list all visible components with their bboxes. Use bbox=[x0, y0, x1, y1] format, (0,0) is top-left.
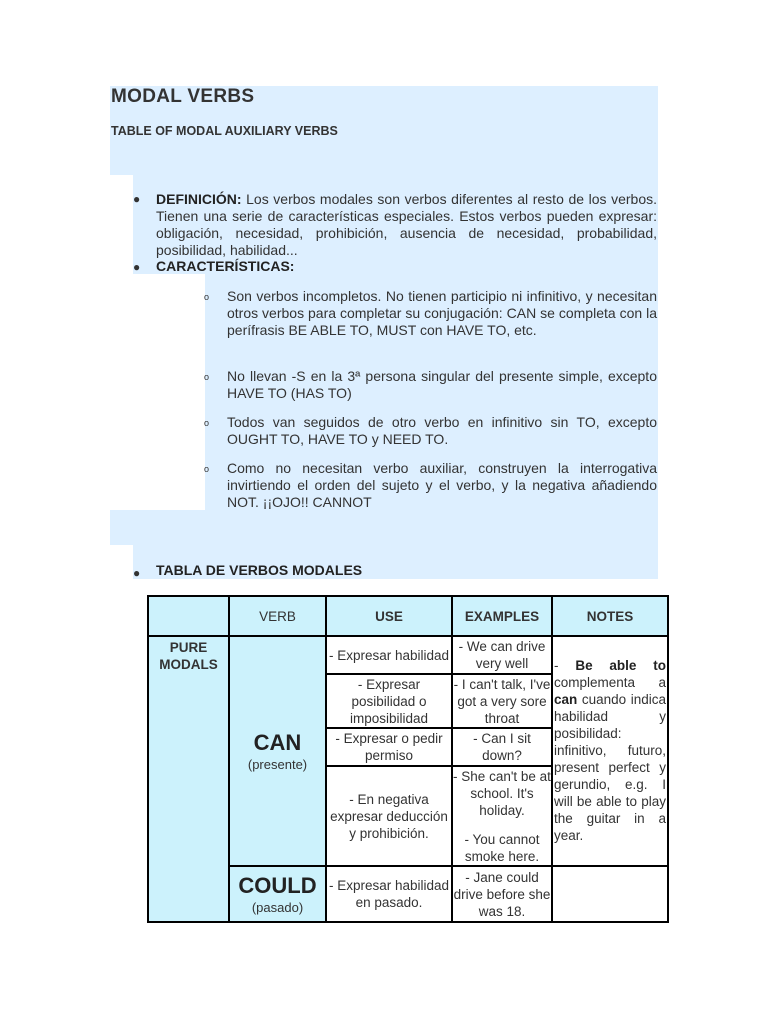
pure-modals-cell: PURE MODALS bbox=[148, 636, 229, 922]
use-cell: - Expresar habilidad bbox=[326, 636, 452, 674]
example-cell: - She can't be at school. It's holiday. - You cannot smoke here. bbox=[452, 766, 552, 866]
header-examples: EXAMPLES bbox=[452, 596, 552, 636]
definition-label: DEFINICIÓN: bbox=[156, 191, 242, 207]
characteristics-label: CARACTERÍSTICAS: bbox=[156, 258, 295, 274]
circle-bullet: o bbox=[204, 372, 210, 382]
header-use: USE bbox=[326, 596, 452, 636]
example-cell: - I can't talk, I've got a very sore throat bbox=[452, 674, 552, 728]
use-cell: - Expresar o pedir permiso bbox=[326, 728, 452, 766]
characteristic-item: No llevan -S en la 3ª persona singular del presente simple, excepto HAVE TO (HAS TO) bbox=[227, 368, 657, 401]
example-cell: - Can I sit down? bbox=[452, 728, 552, 766]
circle-bullet: o bbox=[204, 292, 210, 302]
definition-paragraph bbox=[156, 191, 657, 259]
table-row bbox=[148, 636, 668, 674]
table-section-label: TABLA DE VERBOS MODALES bbox=[156, 562, 363, 578]
use-cell: - Expresar posibilidad o imposibilidad bbox=[326, 674, 452, 728]
characteristic-item: Son verbos incompletos. No tienen participio ni infinitivo, y necesitan otros verbos para completar su conjugación: CAN se completa con la perífrasis BE ABLE TO, MUST con HAVE TO, etc. bbox=[227, 288, 657, 338]
page-title: MODAL VERBS bbox=[111, 86, 255, 107]
circle-bullet: o bbox=[204, 464, 210, 474]
verb-could-tense: (pasado) bbox=[251, 899, 304, 915]
verb-can: CAN bbox=[253, 729, 302, 755]
modal-verbs-table bbox=[147, 595, 669, 923]
characteristic-item: Como no necesitan verbo auxiliar, construyen la interrogativa invirtiendo el orden del sujeto y el verbo, y la negativa añadiendo NOT. ¡¡OJO!! CANNOT bbox=[227, 460, 657, 510]
characteristic-item: Todos van seguidos de otro verbo en infinitivo sin TO, excepto OUGHT TO, HAVE TO y NEED TO. bbox=[227, 414, 657, 447]
use-cell: - Expresar habilidad en pasado. bbox=[326, 866, 452, 922]
bullet-dot: ● bbox=[133, 192, 141, 206]
can-notes-cell: - Be able to complementa a can cuando indica habilidad y posibilidad: infinitivo, futuro, present perfect y gerundio, e.g. I will be able to play the guitar in a year. bbox=[552, 636, 668, 866]
verb-could: COULD bbox=[238, 872, 317, 898]
bullet-dot: ● bbox=[133, 260, 141, 274]
header-verb: VERB bbox=[229, 596, 326, 636]
use-cell: - En negativa expresar deducción y prohibición. bbox=[326, 766, 452, 866]
example-cell: - Jane could drive before she was 18. bbox=[452, 866, 552, 922]
can-verb-cell bbox=[229, 636, 326, 866]
circle-bullet: o bbox=[204, 418, 210, 428]
example-cell: - We can drive very well bbox=[452, 636, 552, 674]
spacer-background bbox=[110, 510, 658, 545]
verb-can-tense: (presente) bbox=[247, 756, 308, 772]
header-notes: NOTES bbox=[552, 596, 668, 636]
could-verb-cell bbox=[229, 866, 326, 922]
table-header-row bbox=[148, 596, 668, 636]
bullet-dot: ● bbox=[133, 566, 141, 580]
definition-text: Los verbos modales son verbos diferentes al resto de los verbos. Tienen una serie de características especiales. Estos verbos pueden expresar: obligación, necesidad, prohibición, ausencia de necesidad, probabilidad, posibilidad, habilidad... bbox=[156, 191, 657, 258]
header-empty-cell bbox=[148, 596, 229, 636]
could-notes-cell bbox=[552, 866, 668, 922]
page-subtitle: TABLE OF MODAL AUXILIARY VERBS bbox=[111, 124, 338, 138]
